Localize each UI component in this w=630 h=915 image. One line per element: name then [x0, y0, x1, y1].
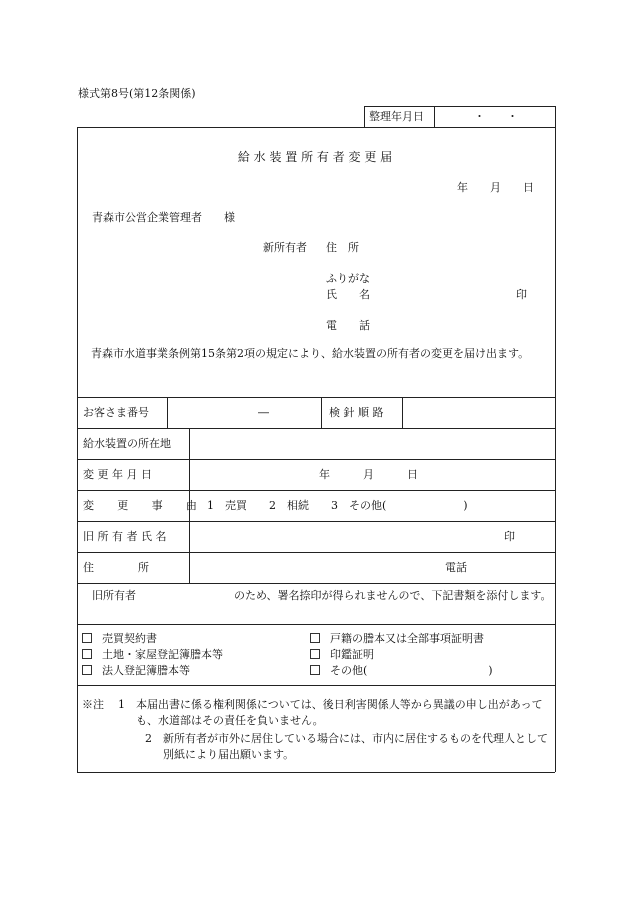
doc-checkbox-corporate-registry[interactable]: 法人登記簿謄本等 — [82, 663, 190, 678]
name-seal: 印 — [516, 288, 527, 301]
new-owner-label: 新所有者 — [263, 241, 307, 254]
doc-checkbox-family-register[interactable]: 戸籍の謄本又は全部事項証明書 — [310, 631, 484, 646]
old-owner-address-label: 住 所 — [83, 561, 149, 574]
new-owner-address-label: 住 所 — [326, 241, 359, 254]
meter-route-label: 検 針 順 路 — [329, 406, 384, 419]
customer-number-label: お客さま番号 — [83, 406, 149, 419]
doc-checkbox-land-registry[interactable]: 土地・家屋登記簿謄本等 — [82, 647, 223, 662]
location-label: 給水装置の所在地 — [83, 437, 171, 450]
reason-options: 1 売買 2 相続 3 その他( ) — [207, 499, 468, 512]
doc-checkbox-other[interactable]: その他( ) — [310, 663, 493, 678]
note-1-number: 1 — [118, 698, 125, 711]
note-2-text: 新所有者が市外に居住している場合には、市内に居住するものを代理人として別紙により届出願います。 — [163, 732, 548, 761]
reason-label: 変 更 事 由 — [83, 499, 207, 512]
note-1-text: 本届出書に係る権利関係については、後日利害関係人等から異議の申し出があっても、水道部はその責任を負いません。 — [136, 698, 543, 727]
phone-label: 電 話 — [326, 319, 370, 332]
change-date-value: 年 月 日 — [319, 468, 418, 481]
notes-prefix: ※注 — [82, 698, 104, 711]
addressee: 青森市公営企業管理者 様 — [92, 211, 235, 224]
doc-checkbox-seal-certificate[interactable]: 印鑑証明 — [310, 647, 374, 662]
name-label: 氏 名 — [326, 288, 370, 301]
old-owner-seal: 印 — [504, 530, 515, 543]
statement: 青森市水道事業条例第15条第2項の規定により、給水装置の所有者の変更を届け出ます。 — [91, 347, 530, 360]
customer-number-dash: ― — [258, 406, 269, 419]
change-date-label: 変 更 年 月 日 — [83, 468, 152, 481]
doc-checkbox-sales-contract[interactable]: 売買契約書 — [82, 631, 157, 646]
furigana-label: ふりがな — [326, 272, 370, 285]
old-owner-label: 旧 所 有 者 氏 名 — [83, 530, 167, 543]
attachment-note-part1: 旧所有者 — [92, 589, 136, 602]
old-owner-phone-label: 電話 — [445, 561, 467, 574]
form-title: 給 水 装 置 所 有 者 変 更 届 — [237, 150, 393, 164]
management-date-dots: ・ ・ — [474, 110, 518, 123]
attachment-note-part2: のため、署名捺印が得られませんので、下記書類を添付します。 — [234, 589, 552, 602]
date-line: 年 月 日 — [457, 181, 534, 194]
management-date-label: 整理年月日 — [369, 110, 424, 123]
note-2-number: 2 — [145, 732, 152, 745]
form-number: 様式第8号(第12条関係) — [78, 87, 196, 100]
